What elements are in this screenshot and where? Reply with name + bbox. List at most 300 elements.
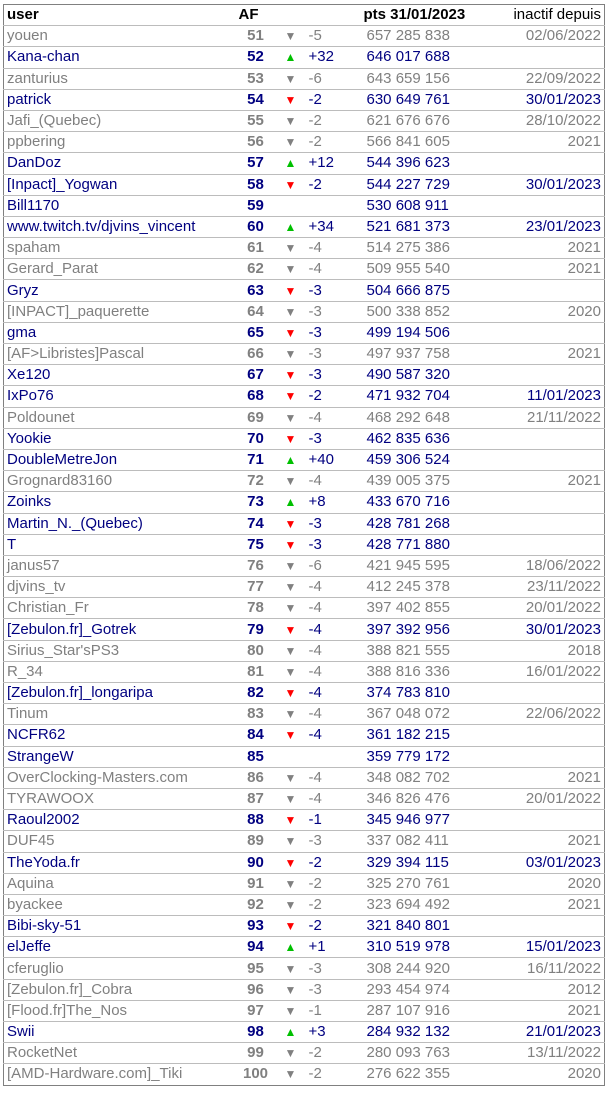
rank-change: +3 (306, 1022, 364, 1043)
inactive-since: 21/11/2022 (498, 407, 605, 428)
points-value: 509 955 540 (364, 259, 498, 280)
af-rank: 83 (236, 704, 276, 725)
table-row (4, 683, 605, 704)
af-rank: 74 (236, 513, 276, 534)
af-rank: 59 (236, 195, 276, 216)
table-row (4, 110, 605, 131)
points-value: 630 649 761 (364, 89, 498, 110)
points-value: 388 816 336 (364, 661, 498, 682)
arrow-neutral-icon: ▼ (276, 344, 306, 365)
points-value: 374 783 810 (364, 683, 498, 704)
rank-change: +1 (306, 937, 364, 958)
table-row (4, 534, 605, 555)
user-name: Grognard83160 (4, 471, 236, 492)
inactive-since (498, 683, 605, 704)
table-row (4, 619, 605, 640)
af-rank: 68 (236, 386, 276, 407)
rank-change: -3 (306, 428, 364, 449)
user-name: [AF>Libristes]Pascal (4, 344, 236, 365)
points-value: 530 608 911 (364, 195, 498, 216)
inactive-since: 23/01/2023 (498, 216, 605, 237)
user-name: djvins_tv (4, 577, 236, 598)
table-row (4, 661, 605, 682)
arrow-neutral-icon: ▼ (276, 26, 306, 47)
points-value: 621 676 676 (364, 110, 498, 131)
user-name: Gryz (4, 280, 236, 301)
user-name: youen (4, 26, 236, 47)
user-name: Jafi_(Quebec) (4, 110, 236, 131)
af-rank: 96 (236, 979, 276, 1000)
rank-change: -3 (306, 534, 364, 555)
arrow-neutral-icon: ▼ (276, 873, 306, 894)
trend-icon (276, 746, 306, 767)
user-name: Bill1170 (4, 195, 236, 216)
table-row (4, 492, 605, 513)
inactive-since (498, 746, 605, 767)
user-name: Poldounet (4, 407, 236, 428)
rank-change: -5 (306, 26, 364, 47)
header-points: pts 31/01/2023 (364, 5, 498, 26)
af-rank: 54 (236, 89, 276, 110)
af-rank: 72 (236, 471, 276, 492)
points-value: 280 093 763 (364, 1043, 498, 1064)
rank-change: -3 (306, 301, 364, 322)
inactive-since (498, 428, 605, 449)
arrow-neutral-icon: ▼ (276, 259, 306, 280)
inactive-since: 28/10/2022 (498, 110, 605, 131)
rank-change: -3 (306, 831, 364, 852)
points-value: 468 292 648 (364, 407, 498, 428)
user-name: Zoinks (4, 492, 236, 513)
table-row (4, 894, 605, 915)
af-rank: 78 (236, 598, 276, 619)
inactive-since: 22/06/2022 (498, 704, 605, 725)
inactive-since (498, 534, 605, 555)
user-name: T (4, 534, 236, 555)
points-value: 345 946 977 (364, 810, 498, 831)
rank-change: -3 (306, 280, 364, 301)
table-row (4, 407, 605, 428)
table-row (4, 704, 605, 725)
header-row (4, 5, 605, 26)
inactive-since (498, 153, 605, 174)
user-name: DanDoz (4, 153, 236, 174)
af-rank: 77 (236, 577, 276, 598)
table-row (4, 852, 605, 873)
rank-change: -3 (306, 513, 364, 534)
rank-change: -4 (306, 640, 364, 661)
ranking-table (3, 4, 605, 1086)
header-user: user (4, 5, 236, 26)
table-row (4, 513, 605, 534)
table-row (4, 937, 605, 958)
points-value: 544 396 623 (364, 153, 498, 174)
arrow-neutral-icon: ▼ (276, 301, 306, 322)
rank-change: -4 (306, 683, 364, 704)
rank-change: -4 (306, 788, 364, 809)
rank-change: -2 (306, 894, 364, 915)
af-rank: 79 (236, 619, 276, 640)
table-row (4, 322, 605, 343)
arrow-down-icon: ▼ (276, 174, 306, 195)
inactive-since: 2018 (498, 640, 605, 661)
user-name: [Zebulon.fr]_Cobra (4, 979, 236, 1000)
inactive-since: 2021 (498, 471, 605, 492)
points-value: 346 826 476 (364, 788, 498, 809)
arrow-up-icon: ▲ (276, 492, 306, 513)
table-row (4, 725, 605, 746)
table-row (4, 89, 605, 110)
arrow-up-icon: ▲ (276, 937, 306, 958)
points-value: 462 835 636 (364, 428, 498, 449)
af-rank: 69 (236, 407, 276, 428)
table-row (4, 195, 605, 216)
inactive-since (498, 449, 605, 470)
arrow-down-icon: ▼ (276, 916, 306, 937)
points-value: 397 402 855 (364, 598, 498, 619)
points-value: 499 194 506 (364, 322, 498, 343)
user-name: [Zebulon.fr]_Gotrek (4, 619, 236, 640)
points-value: 308 244 920 (364, 958, 498, 979)
user-name: Yookie (4, 428, 236, 449)
table-row (4, 555, 605, 576)
af-rank: 58 (236, 174, 276, 195)
inactive-since (498, 195, 605, 216)
arrow-neutral-icon: ▼ (276, 238, 306, 259)
table-row (4, 344, 605, 365)
inactive-since: 23/11/2022 (498, 577, 605, 598)
inactive-since (498, 492, 605, 513)
rank-change: -6 (306, 555, 364, 576)
user-name: Xe120 (4, 365, 236, 386)
af-rank: 63 (236, 280, 276, 301)
arrow-down-icon: ▼ (276, 513, 306, 534)
points-value: 329 394 115 (364, 852, 498, 873)
user-name: Sirius_Star'sPS3 (4, 640, 236, 661)
table-row (4, 1000, 605, 1021)
rank-change (306, 195, 364, 216)
user-name: byackee (4, 894, 236, 915)
header-af: AF (236, 5, 276, 26)
user-name: patrick (4, 89, 236, 110)
user-name: Gerard_Parat (4, 259, 236, 280)
user-name: Christian_Fr (4, 598, 236, 619)
points-value: 544 227 729 (364, 174, 498, 195)
inactive-since: 16/01/2022 (498, 661, 605, 682)
rank-change: +40 (306, 449, 364, 470)
af-rank: 84 (236, 725, 276, 746)
points-value: 348 082 702 (364, 767, 498, 788)
points-value: 367 048 072 (364, 704, 498, 725)
ranking-rows (4, 26, 605, 1085)
inactive-since: 20/01/2022 (498, 788, 605, 809)
af-rank: 90 (236, 852, 276, 873)
rank-change: -4 (306, 661, 364, 682)
arrow-neutral-icon: ▼ (276, 598, 306, 619)
points-value: 497 937 758 (364, 344, 498, 365)
rank-change: -4 (306, 577, 364, 598)
af-rank: 61 (236, 238, 276, 259)
arrow-up-icon: ▲ (276, 1022, 306, 1043)
inactive-since: 2021 (498, 259, 605, 280)
user-name: janus57 (4, 555, 236, 576)
arrow-down-icon: ▼ (276, 534, 306, 555)
points-value: 504 666 875 (364, 280, 498, 301)
arrow-down-icon: ▼ (276, 280, 306, 301)
af-rank: 99 (236, 1043, 276, 1064)
user-name: R_34 (4, 661, 236, 682)
arrow-neutral-icon: ▼ (276, 1043, 306, 1064)
inactive-since: 2020 (498, 301, 605, 322)
af-rank: 86 (236, 767, 276, 788)
table-row (4, 47, 605, 68)
af-rank: 82 (236, 683, 276, 704)
af-rank: 60 (236, 216, 276, 237)
user-name: cferuglio (4, 958, 236, 979)
rank-change: -3 (306, 365, 364, 386)
inactive-since: 2021 (498, 344, 605, 365)
points-value: 471 932 704 (364, 386, 498, 407)
table-row (4, 174, 605, 195)
rank-change: -3 (306, 979, 364, 1000)
af-rank: 70 (236, 428, 276, 449)
af-rank: 85 (236, 746, 276, 767)
af-rank: 97 (236, 1000, 276, 1021)
user-name: gma (4, 322, 236, 343)
arrow-up-icon: ▲ (276, 47, 306, 68)
af-rank: 94 (236, 937, 276, 958)
points-value: 397 392 956 (364, 619, 498, 640)
table-row (4, 259, 605, 280)
inactive-since: 18/06/2022 (498, 555, 605, 576)
rank-change: -2 (306, 89, 364, 110)
rank-change: -2 (306, 132, 364, 153)
arrow-down-icon: ▼ (276, 322, 306, 343)
user-name: zanturius (4, 68, 236, 89)
af-rank: 56 (236, 132, 276, 153)
points-value: 325 270 761 (364, 873, 498, 894)
af-rank: 57 (236, 153, 276, 174)
arrow-down-icon: ▼ (276, 89, 306, 110)
user-name: Bibi-sky-51 (4, 916, 236, 937)
rank-change: -2 (306, 1043, 364, 1064)
inactive-since (498, 513, 605, 534)
arrow-neutral-icon: ▼ (276, 661, 306, 682)
table-row (4, 428, 605, 449)
rank-change: -2 (306, 110, 364, 131)
table-row (4, 746, 605, 767)
points-value: 500 338 852 (364, 301, 498, 322)
inactive-since (498, 365, 605, 386)
rank-change: -6 (306, 68, 364, 89)
rank-change: -2 (306, 1064, 364, 1085)
table-row (4, 598, 605, 619)
user-name: TheYoda.fr (4, 852, 236, 873)
af-rank: 87 (236, 788, 276, 809)
table-row (4, 640, 605, 661)
user-name: Kana-chan (4, 47, 236, 68)
rank-change: -4 (306, 767, 364, 788)
arrow-neutral-icon: ▼ (276, 68, 306, 89)
inactive-since: 21/01/2023 (498, 1022, 605, 1043)
arrow-neutral-icon: ▼ (276, 471, 306, 492)
table-row (4, 577, 605, 598)
user-name: DoubleMetreJon (4, 449, 236, 470)
arrow-neutral-icon: ▼ (276, 407, 306, 428)
inactive-since: 13/11/2022 (498, 1043, 605, 1064)
af-rank: 93 (236, 916, 276, 937)
af-rank: 92 (236, 894, 276, 915)
points-value: 276 622 355 (364, 1064, 498, 1085)
user-name: Raoul2002 (4, 810, 236, 831)
table-row (4, 471, 605, 492)
arrow-neutral-icon: ▼ (276, 704, 306, 725)
points-value: 359 779 172 (364, 746, 498, 767)
user-name: DUF45 (4, 831, 236, 852)
header-inactive-since: inactif depuis (498, 5, 605, 26)
table-row (4, 1043, 605, 1064)
user-name: elJeffe (4, 937, 236, 958)
inactive-since: 2021 (498, 238, 605, 259)
inactive-since: 11/01/2023 (498, 386, 605, 407)
table-row (4, 873, 605, 894)
arrow-down-icon: ▼ (276, 683, 306, 704)
af-rank: 52 (236, 47, 276, 68)
trend-icon (276, 195, 306, 216)
points-value: 514 275 386 (364, 238, 498, 259)
points-value: 412 245 378 (364, 577, 498, 598)
af-rank: 75 (236, 534, 276, 555)
af-rank: 67 (236, 365, 276, 386)
user-name: [INPACT]_paquerette (4, 301, 236, 322)
points-value: 323 694 492 (364, 894, 498, 915)
arrow-up-icon: ▲ (276, 153, 306, 174)
table-row (4, 449, 605, 470)
af-rank: 100 (236, 1064, 276, 1085)
user-name: [Flood.fr]The_Nos (4, 1000, 236, 1021)
user-name: Martin_N._(Quebec) (4, 513, 236, 534)
inactive-since: 22/09/2022 (498, 68, 605, 89)
arrow-down-icon: ▼ (276, 386, 306, 407)
arrow-neutral-icon: ▼ (276, 1064, 306, 1085)
inactive-since (498, 47, 605, 68)
rank-change: -1 (306, 810, 364, 831)
af-rank: 89 (236, 831, 276, 852)
points-value: 433 670 716 (364, 492, 498, 513)
arrow-down-icon: ▼ (276, 619, 306, 640)
inactive-since: 2021 (498, 1000, 605, 1021)
rank-change: -4 (306, 704, 364, 725)
inactive-since (498, 322, 605, 343)
table-row (4, 132, 605, 153)
rank-change: +34 (306, 216, 364, 237)
user-name: Aquina (4, 873, 236, 894)
inactive-since: 20/01/2022 (498, 598, 605, 619)
af-rank: 95 (236, 958, 276, 979)
arrow-down-icon: ▼ (276, 725, 306, 746)
table-row (4, 1064, 605, 1085)
user-name: OverClocking-Masters.com (4, 767, 236, 788)
rank-change: -2 (306, 852, 364, 873)
inactive-since (498, 916, 605, 937)
af-rank: 76 (236, 555, 276, 576)
table-row (4, 280, 605, 301)
table-row (4, 1022, 605, 1043)
af-rank: 81 (236, 661, 276, 682)
af-rank: 88 (236, 810, 276, 831)
rank-change: -4 (306, 259, 364, 280)
inactive-since: 2020 (498, 1064, 605, 1085)
arrow-neutral-icon: ▼ (276, 831, 306, 852)
points-value: 361 182 215 (364, 725, 498, 746)
rank-change: +32 (306, 47, 364, 68)
points-value: 566 841 605 (364, 132, 498, 153)
inactive-since: 2021 (498, 894, 605, 915)
table-row (4, 68, 605, 89)
arrow-neutral-icon: ▼ (276, 132, 306, 153)
table-row (4, 958, 605, 979)
arrow-up-icon: ▲ (276, 449, 306, 470)
user-name: spaham (4, 238, 236, 259)
inactive-since: 30/01/2023 (498, 89, 605, 110)
arrow-down-icon: ▼ (276, 852, 306, 873)
af-rank: 62 (236, 259, 276, 280)
inactive-since: 2021 (498, 767, 605, 788)
user-name: [AMD-Hardware.com]_Tiki (4, 1064, 236, 1085)
user-name: [Inpact]_Yogwan (4, 174, 236, 195)
af-rank: 91 (236, 873, 276, 894)
points-value: 490 587 320 (364, 365, 498, 386)
rank-change: -4 (306, 238, 364, 259)
inactive-since: 2021 (498, 831, 605, 852)
user-name: StrangeW (4, 746, 236, 767)
table-row (4, 767, 605, 788)
inactive-since: 15/01/2023 (498, 937, 605, 958)
rank-change: -1 (306, 1000, 364, 1021)
rank-change: -4 (306, 619, 364, 640)
points-value: 293 454 974 (364, 979, 498, 1000)
points-value: 321 840 801 (364, 916, 498, 937)
table-row (4, 979, 605, 1000)
inactive-since: 03/01/2023 (498, 852, 605, 873)
rank-change: -3 (306, 958, 364, 979)
inactive-since: 30/01/2023 (498, 174, 605, 195)
points-value: 643 659 156 (364, 68, 498, 89)
inactive-since: 30/01/2023 (498, 619, 605, 640)
af-rank: 71 (236, 449, 276, 470)
user-name: ppbering (4, 132, 236, 153)
table-row (4, 788, 605, 809)
arrow-neutral-icon: ▼ (276, 958, 306, 979)
arrow-down-icon: ▼ (276, 428, 306, 449)
inactive-since (498, 810, 605, 831)
table-row (4, 301, 605, 322)
points-value: 439 005 375 (364, 471, 498, 492)
user-name: RocketNet (4, 1043, 236, 1064)
header-trend (276, 5, 306, 26)
af-rank: 73 (236, 492, 276, 513)
points-value: 337 082 411 (364, 831, 498, 852)
arrow-neutral-icon: ▼ (276, 979, 306, 1000)
af-rank: 66 (236, 344, 276, 365)
af-rank: 51 (236, 26, 276, 47)
points-value: 310 519 978 (364, 937, 498, 958)
arrow-down-icon: ▼ (276, 365, 306, 386)
header-diff (306, 5, 364, 26)
arrow-neutral-icon: ▼ (276, 577, 306, 598)
inactive-since: 2020 (498, 873, 605, 894)
arrow-neutral-icon: ▼ (276, 640, 306, 661)
